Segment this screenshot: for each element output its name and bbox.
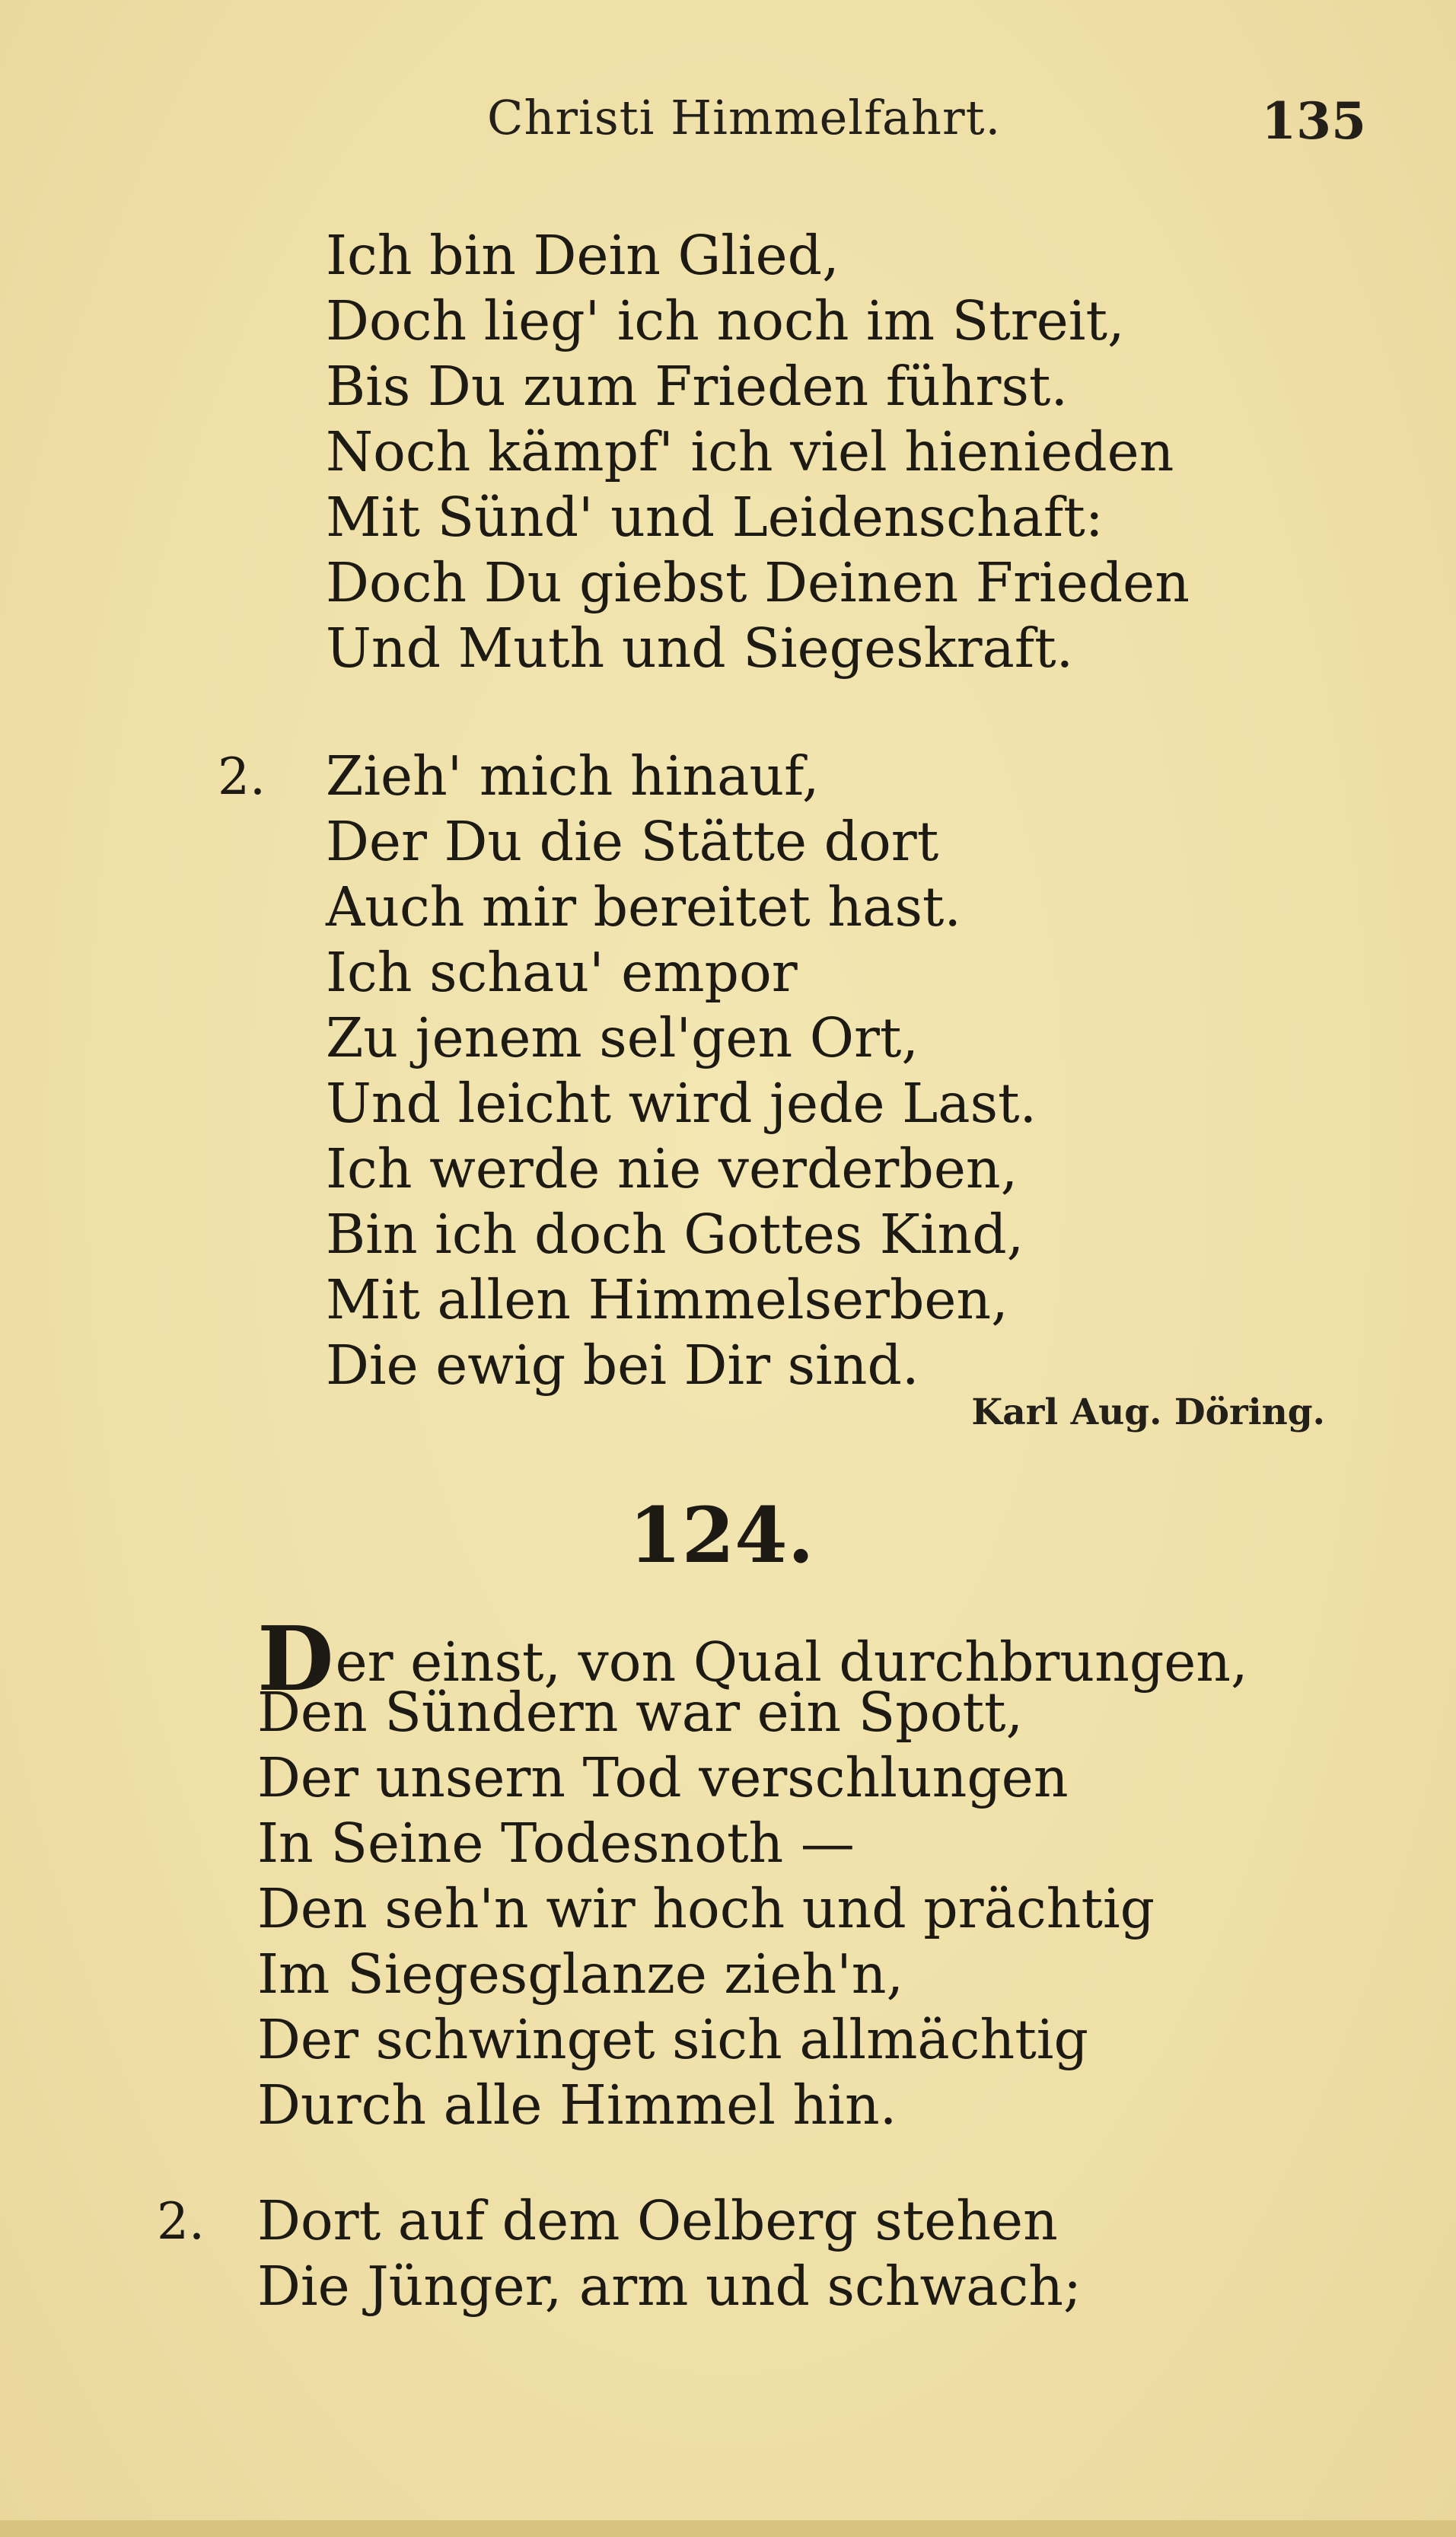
verse-line: Durch alle Himmel hin. bbox=[257, 2073, 897, 2137]
page-edge bbox=[0, 2520, 1456, 2537]
running-head: Christi Himmelfahrt. bbox=[487, 90, 1002, 145]
verse-line: Dort auf dem Oelberg stehen bbox=[257, 2189, 1058, 2252]
verse-line: Die Jünger, arm und schwach; bbox=[257, 2255, 1082, 2318]
verse-line: Den seh'n wir hoch und prächtig bbox=[257, 1877, 1155, 1940]
verse-line: Der schwinget sich allmächtig bbox=[257, 2008, 1088, 2071]
drop-initial: D bbox=[257, 1608, 334, 1711]
verse-line: Ich schau' empor bbox=[326, 941, 798, 1004]
verse-line: Der Du die Stätte dort bbox=[326, 810, 939, 873]
hymn-number: 124. bbox=[629, 1490, 814, 1580]
verse-line: Zu jenem sel'gen Ort, bbox=[326, 1006, 919, 1069]
verse-line: Mit Sünd' und Leidenschaft: bbox=[326, 486, 1104, 549]
verse-line: Zieh' mich hinauf, bbox=[326, 744, 820, 808]
verse-line: Und Muth und Siegeskraft. bbox=[326, 617, 1074, 680]
verse-line: Und leicht wird jede Last. bbox=[326, 1072, 1037, 1135]
verse-line: Noch kämpf' ich viel hienieden bbox=[326, 420, 1174, 483]
verse-line: Bis Du zum Frieden führst. bbox=[326, 355, 1069, 418]
verse-line: In Seine Todesnoth — bbox=[257, 1812, 855, 1875]
page-number: 135 bbox=[1261, 91, 1366, 151]
stanza-number: 2. bbox=[157, 2192, 205, 2251]
hymn-author: Karl Aug. Döring. bbox=[971, 1391, 1325, 1433]
stanza-number: 2. bbox=[218, 747, 266, 806]
verse-line: Den Sündern war ein Spott, bbox=[257, 1681, 1024, 1744]
verse-line: Bin ich doch Gottes Kind, bbox=[326, 1203, 1024, 1266]
verse-line: Der unsern Tod verschlungen bbox=[257, 1746, 1069, 1809]
verse-line: Doch Du giebst Deinen Frieden bbox=[326, 551, 1190, 614]
verse-line-text: er einst, von Qual durchbrungen, bbox=[335, 1630, 1248, 1694]
verse-line: Mit allen Himmelserben, bbox=[326, 1268, 1008, 1331]
verse-line: Doch lieg' ich noch im Streit, bbox=[326, 289, 1125, 352]
verse-line: Ich bin Dein Glied, bbox=[326, 224, 840, 287]
verse-line: Ich werde nie verderben, bbox=[326, 1137, 1018, 1200]
verse-line: Im Siegesglanze zieh'n, bbox=[257, 1943, 904, 2006]
verse-line: Auch mir bereitet hast. bbox=[326, 875, 961, 939]
verse-line: Die ewig bei Dir sind. bbox=[326, 1334, 919, 1397]
